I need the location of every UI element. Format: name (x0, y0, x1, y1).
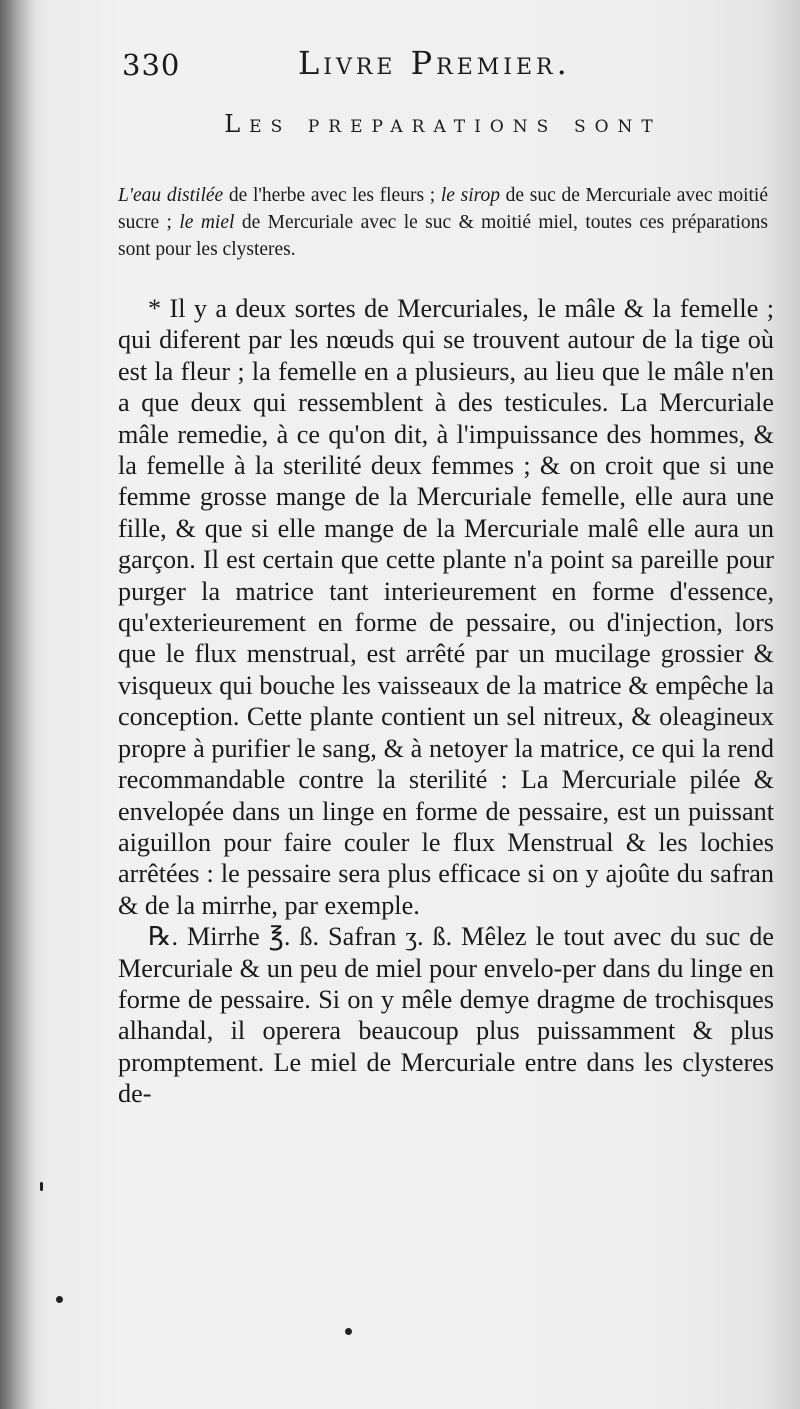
ink-speck (56, 1296, 63, 1303)
preparation-fragment: de suc de Mercuriale avec moitié sucre ; (118, 185, 768, 233)
page-number: 330 (122, 48, 181, 82)
running-title: Livre Premier. (298, 44, 571, 82)
preparation-fragment: de l'herbe avec les fleurs ; (223, 185, 441, 206)
paragraph-mercuriales: * Il y a deux sortes de Mercuriales, le mâle & la femelle ; qui diferent par les nœuds qui se trouvent autour de la tige où est la fleur ; la femelle en a plusieurs, au lieu que le mâle n'en a que deux qui ressemblent à des testicules. La Mercuriale mâle remedie, à ce qu'on dit, à l'impuissance des hommes, & la femelle à la sterilité deux femmes ; & on croit que si une femme grosse mange de la Mercuriale femelle, elle aura une fille, & que si elle mange de la Mercuriale malê elle aura un garçon. Il est certain que cette plante n'a point sa pareille pour purger la matrice tant interieurement en forme d'essence, qu'exterieurement en forme de pessaire, ou d'injection, lors que le flux menstrual, est arrêté par un mucilage grossier & visqueux qui bouche les vaisseaux de la matrice & empêche la conception. Cette plante contient un sel nitreux, & oleagineux propre à purifier le sang, & à netoyer la matrice, ce qui la rend recommandable contre la sterilité : La Mercuriale pilée & envelopée dans un linge en forme de pessaire, est un puissant aiguillon pour faire couler le flux Menstrual & les lochies arrêtées : le pessaire sera plus efficace si on y ajoûte du safran & de la mirrhe, par exemple. (118, 294, 774, 920)
ink-speck (345, 1328, 352, 1335)
preparation-fragment: de Mercuriale avec le suc & moitié miel, toutes ces préparations sont pour les clysteres. (118, 212, 768, 260)
section-heading: Les preparations sont (224, 110, 662, 138)
preparations-paragraph (118, 182, 768, 263)
preparation-fragment: L'eau distilée (118, 185, 224, 206)
page-header (118, 40, 778, 88)
body-text (118, 293, 774, 1110)
preparation-fragment: le sirop (440, 185, 500, 206)
ink-speck (40, 1182, 43, 1191)
paragraph-recipe: ℞. Mirrhe ℥. ß. Safran ʒ. ß. Mêlez le tout avec du suc de Mercuriale & un peu de miel pour envelo-per dans du linge en forme de pessaire. Si on y mêle demye dragme de trochisques alhandal, il operera beaucoup plus puissamment & plus promptement. Le miel de Mercuriale entre dans les clysteres de- (118, 922, 774, 1109)
preparation-fragment: le miel (179, 212, 235, 233)
page-content (118, 40, 778, 1110)
binding-shadow (0, 0, 34, 1409)
